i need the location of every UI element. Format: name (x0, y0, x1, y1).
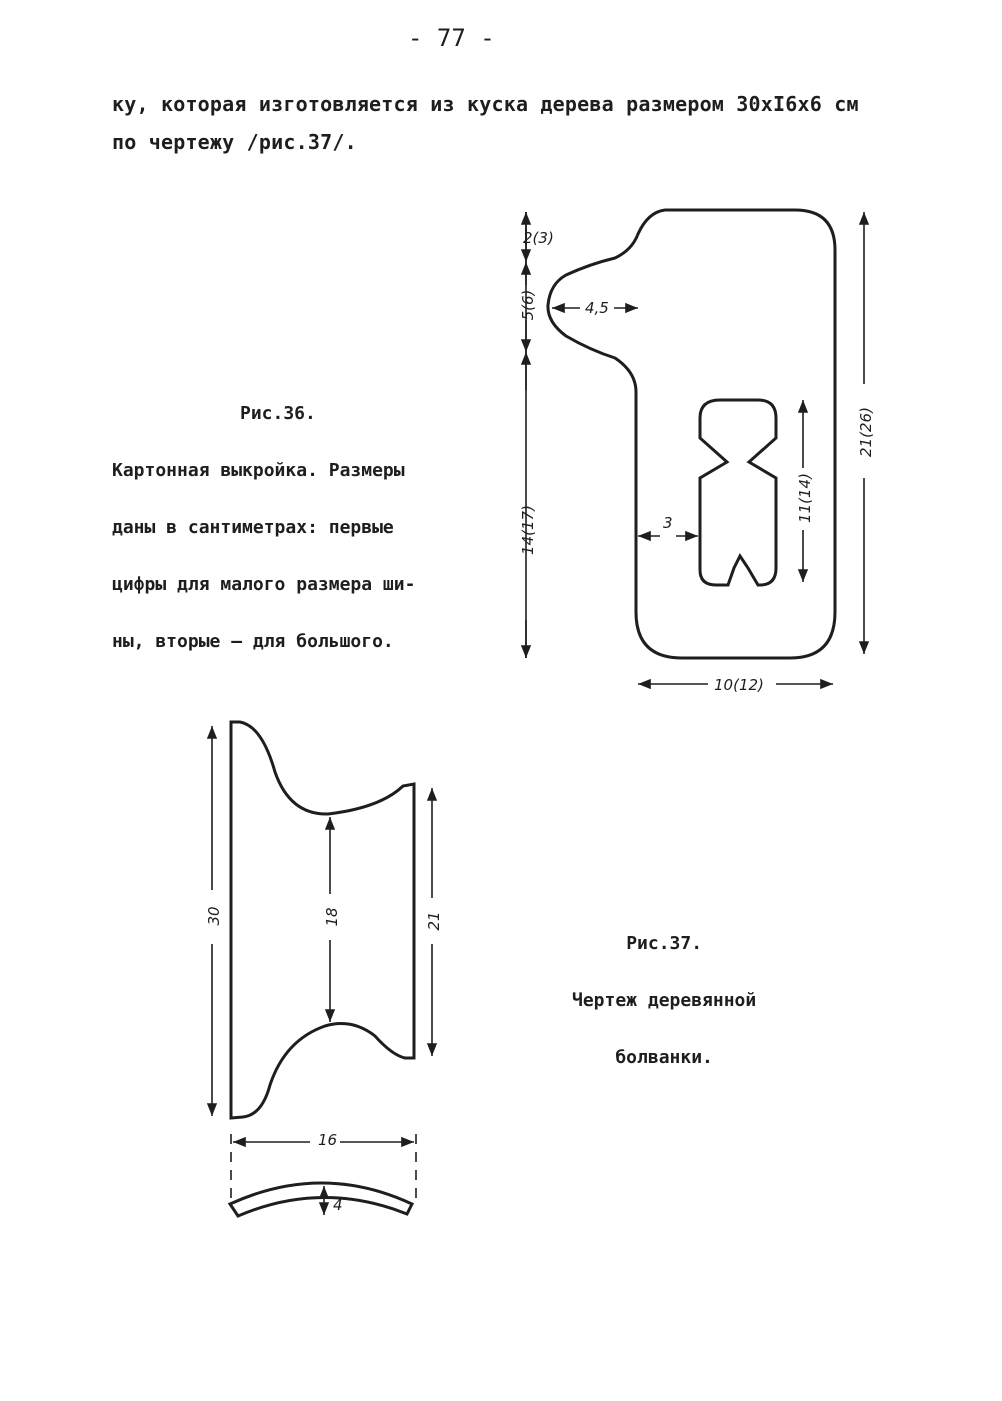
body-text-line-2: по чертежу /рис.37/. (112, 130, 357, 154)
figure-36-pattern (519, 210, 875, 694)
pattern-outline (548, 210, 835, 658)
page-number: - 77 - (408, 24, 495, 52)
dim-side-height: 21 (425, 911, 443, 931)
dim-lower-height: 14(17) (519, 505, 537, 555)
dim-width: 10(12) (714, 676, 764, 694)
caption-line: цифры для малого размера ши- (112, 574, 416, 595)
pattern-slot (700, 400, 776, 585)
caption-line: болванки. (615, 1047, 713, 1068)
caption-line: Картонная выкройка. Размеры (112, 460, 405, 481)
dim-waist: 18 (323, 907, 341, 927)
dim-ear-height: 5(6) (519, 289, 537, 321)
dim-total-height: 21(26) (857, 407, 875, 457)
dim-block-width: 16 (318, 1131, 338, 1149)
caption-line: ны, вторые – для большого. (112, 631, 394, 652)
caption-line: даны в сантиметрах: первые (112, 517, 394, 538)
dim-slot-height: 11(14) (796, 473, 814, 523)
dim-slot-offset: 3 (663, 514, 673, 532)
caption-line: Рис.37. (626, 933, 703, 954)
dim-top-gap: 2(3) (523, 229, 554, 247)
dim-height: 30 (205, 906, 223, 926)
caption-line: Чертеж деревянной (572, 990, 757, 1011)
dim-depth: 4 (333, 1196, 343, 1214)
caption-line: Рис.36. (240, 403, 316, 424)
body-text-line-1: ку, которая изготовляется из куска дерева размером 30хI6х6 см (112, 92, 859, 116)
dim-ear-width: 4,5 (585, 299, 609, 317)
cross-section (230, 1183, 412, 1216)
figure-37-block (205, 722, 443, 1216)
